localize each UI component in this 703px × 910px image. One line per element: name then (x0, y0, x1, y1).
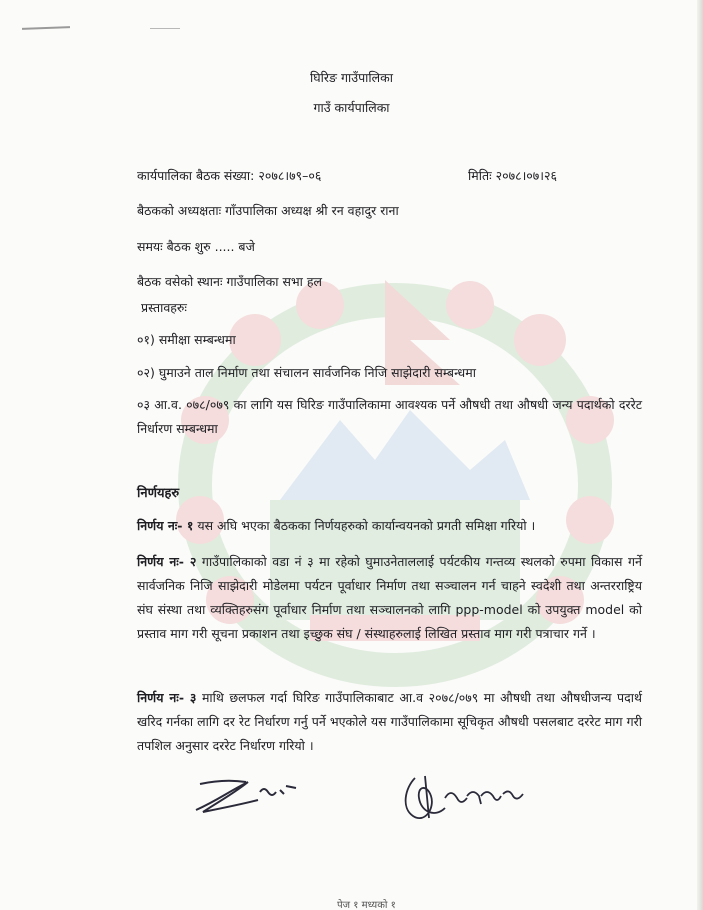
decisions-heading: निर्णयहरु (137, 486, 180, 501)
decision-text: यस अघि भएका बैठकका निर्णयहरुको कार्यान्वयनको प्रगती समिक्षा गरियो । (197, 518, 536, 533)
signature-1 (188, 770, 308, 820)
meeting-chair: बैठकको अध्यक्षताः गाँउपालिका अध्यक्ष श्री रन वहादुर राना (137, 203, 399, 218)
decision-label: निर्णय नः- १ (137, 518, 194, 533)
decision-text: माथि छलफल गर्दा घिरिङ गाउँपालिकाबाट आ.व २०७८/०७९ मा औषधी तथा औषधीजन्य पदार्थ खरिद गर्नका लागि दर रेट निर्धारण गर्नु पर्ने भएकोले यस गाउँपालिकामा सूचिकृत औषधी पसलबाट दररेट माग गरी तपशिल अनुसार दररेट निर्धारण गरियो । (137, 690, 642, 753)
proposals-heading: प्रस्तावहरुः (141, 300, 187, 315)
scan-mark (150, 28, 180, 29)
scan-mark (22, 26, 70, 30)
decision-label: निर्णय नः- ३ (137, 690, 197, 705)
decision-item (137, 550, 642, 646)
proposal-item: ०२) घुमाउने ताल निर्माण तथा संचालन सार्वजनिक निजि साझेदारी सम्बन्धमा (137, 365, 476, 380)
signature-2 (395, 768, 545, 828)
proposal-item: ०३ आ.व. ०७८/०७९ का लागि यस घिरिङ गाउँपालिकामा आवश्यक पर्ने औषधी तथा औषधी जन्य पदार्थको दररेट निर्धारण सम्बन्धमा (137, 397, 642, 436)
decision-text: गाउँपालिकाको वडा नं ३ मा रहेको घुमाउनेताललाई पर्यटकीय गन्तव्य स्थलको रुपमा विकास गर्ने सार्वजनिक निजि साझेदारी मोडेलमा पर्यटन पूर्वाधार निर्माण तथा सञ्चालन गर्न चाहने स्वदेशी तथा अन्तरराष्ट्रिय संघ संस्था तथा व्यक्तिहरुसंग पूर्वाधार निर्माण तथा सञ्चालनको लागि ppp-model को उपयुक्त model को प्रस्ताव माग गरी सूचना प्रकाशन तथा इच्छुक संघ / संस्थाहरुलाई लिखित प्रस्ताव माग गरी पत्राचार गर्ने । (137, 554, 642, 641)
decision-item (137, 686, 642, 758)
municipality-name: घिरिङ गाउँपालिका (310, 70, 393, 85)
decision-item (137, 514, 642, 538)
meeting-time: समयः बैठक शुरु ..... बजे (137, 239, 255, 254)
decision-label: निर्णय नः- २ (137, 554, 197, 569)
scan-edge-shadow (697, 0, 703, 910)
meeting-number: कार्यपालिका बैठक संख्या: २०७८।७९–०६ (137, 168, 322, 183)
executive-name: गाउँ कार्यपालिका (313, 100, 390, 115)
page-footer: पेज १ मध्यको १ (337, 900, 396, 910)
meeting-venue: बैठक वसेको स्थानः गाउँपालिका सभा हल (137, 274, 323, 289)
meeting-date: मितिः २०७८।०७।२६ (468, 168, 558, 183)
proposal-item: ०१) समीक्षा सम्बन्धमा (137, 332, 236, 347)
